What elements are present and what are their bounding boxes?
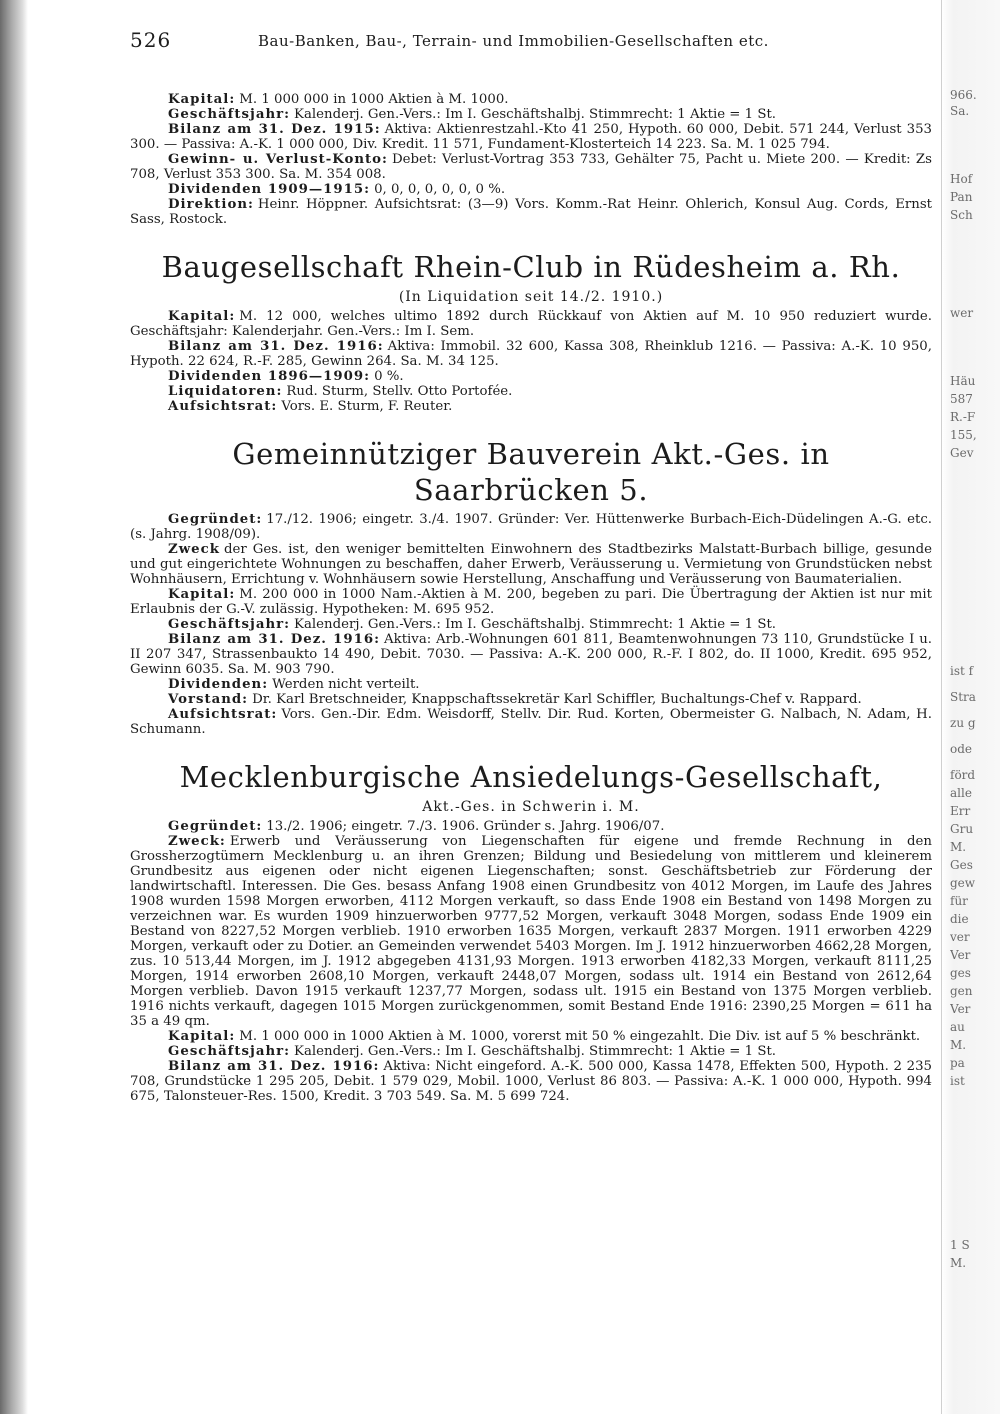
margin-fragment: gen — [950, 984, 973, 998]
field-text: Rud. Sturm, Stellv. Otto Portofée. — [286, 384, 513, 399]
entry-paragraph — [130, 512, 932, 542]
margin-fragment: M. — [950, 1038, 967, 1052]
page-number: 526 — [130, 28, 172, 52]
field-text: Aktiva: Immobil. 32 600, Kassa 308, Rheinklub 1216. — Passiva: A.-K. 10 950, Hypoth. 22 624, R.-F. 285, Gewinn 264. Sa. M. 34 125. — [130, 339, 932, 369]
entry-paragraph — [130, 677, 932, 692]
field-text: Aktiva: Nicht eingeford. A.-K. 500 000, Kassa 1478, Effekten 500, Hypoth. 2 235 708, Grundstücke 1 295 205, Debit. 1 579 029, Mobil. 1000, Verlust 86 803. — Passiva: A.-K. 1 000 000, Hypoth. 994 675, Talonsteuer-Res. 1500, Kredit. 3 703 549. Sa. M. 5 699 724. — [130, 1059, 932, 1104]
company-title: Baugesellschaft Rhein-Club in Rüdesheim a. Rh. — [161, 250, 901, 284]
company-entry — [130, 92, 932, 227]
field-text: M. 12 000, welches ultimo 1892 durch Rückkauf von Aktien auf M. 10 950 reduziert wurde. Geschäftsjahr: Kalenderjahr. Gen.-Vers.: Im I. Sem. — [130, 309, 932, 339]
entry-paragraph — [130, 1044, 932, 1059]
margin-fragment: zu g — [950, 716, 976, 730]
margin-fragment: wer — [950, 306, 974, 320]
field-label: Dividenden 1896—1909: — [168, 369, 371, 384]
field-text: 0, 0, 0, 0, 0, 0, 0 %. — [374, 182, 506, 197]
company-title: Gemeinnütziger Bauverein Akt.-Ges. in Saarbrücken 5. — [232, 437, 830, 507]
field-text: 0 %. — [374, 369, 404, 384]
margin-fragment: ist f — [950, 664, 974, 678]
field-text: Erwerb und Veräusserung von Liegenschaften für eigene und fremde Rechnung in den Grossherzogtümern Mecklenburg u. an ihren Grenzen; Bildung und Besiedelung von mittlerem und kleinerem Grundbesitz aus eigenen oder nicht eigenen Liegenschaften; sonst. Geschäftsbetrieb zur Förderung der landwirtschaftl. Interessen. Die Ges. besass Anfang 1908 einen Grundbesitz von 4012 Morgen, im Laufe des Jahres 1908 wurden 1598 Morgen erworben, 4112 Morgen verkauft, so dass Ende 1908 ein Bestand von 1498 Morgen zu verzeichnen war. Es wurden 1909 hinzuerworben 9777,52 Morgen, verkauft 3048 Morgen, sodass Ende 1909 ein Bestand von 8227,52 Morgen verblieb. 1910 erworben 1635 Morgen, verkauft 2837 Morgen. 1911 erworben 4229 Morgen, verkauft oder zu Dotier. an Gemeinden verwendet 5403 Morgen. Im J. 1912 hinzuerworben 4662,28 Morgen, zus. 10 513,44 Morgen, im J. 1912 abgegeben 4131,93 Morgen. 1913 erworben 4182,33 Morgen, verkauft 8111,25 Morgen, 1914 erworben 2608,10 Morgen, verkauft 2448,07 Morgen, sodass ult. 1914 ein Bestand von 2612,64 Morgen verblieb. Davon 1915 verkauft 1237,77 Morgen, sodass ult. 1915 ein Bestand von 1375 Morgen verblieb. 1916 nichts verkauft, dagegen 1015 Morgen zurückgenommen, somit Bestand Ende 1916: 2390,25 Morgen = 611 ha 35 a 49 qm. — [130, 834, 932, 1029]
margin-fragment: Sch — [950, 208, 973, 222]
document-page — [130, 28, 932, 1126]
margin-fragment: Gev — [950, 446, 974, 460]
field-text: Werden nicht verteilt. — [272, 677, 420, 692]
running-head: Bau-Banken, Bau-, Terrain- und Immobilien-Gesellschaften etc. — [258, 32, 769, 50]
margin-fragment: Ver — [950, 1002, 971, 1016]
field-text: M. 1 000 000 in 1000 Aktien à M. 1000. — [239, 92, 509, 107]
field-text: Aktiva: Arb.-Wohnungen 601 811, Beamtenwohnungen 73 110, Grundstücke I u. II 207 347, Strassenbaukto 14 490, Debit. 7030. — Passiva: A.-K. 200 000, R.-F. I 802, do. II 1000, Kredit. 695 952, Gewinn 6035. Sa. M. 903 790. — [130, 632, 932, 677]
entry-paragraph — [130, 819, 932, 834]
company-entry — [130, 249, 932, 414]
margin-fragment: für — [950, 894, 968, 908]
margin-fragment: Stra — [950, 690, 976, 704]
margin-fragment: ist — [950, 1074, 965, 1088]
margin-fragment: Hof — [950, 172, 973, 186]
field-label: Kapital: — [168, 587, 236, 602]
field-text: M. 1 000 000 in 1000 Aktien à M. 1000, vorerst mit 50 % eingezahlt. Die Div. ist auf 5 % beschränkt. — [239, 1029, 921, 1044]
entry-paragraph — [130, 707, 932, 737]
entry-paragraph — [130, 834, 932, 1029]
field-text: M. 200 000 in 1000 Nam.-Aktien à M. 200, begeben zu pari. Die Übertragung der Aktien ist nur mit Erlaubnis der G.-V. zulässig. Hypotheken: M. 695 952. — [130, 587, 932, 617]
margin-fragment: pa — [950, 1056, 965, 1070]
entry-paragraph — [130, 122, 932, 152]
company-subtitle: (In Liquidation seit 14./2. 1910.) — [398, 289, 664, 305]
field-label: Gewinn- u. Verlust-Konto: — [168, 152, 388, 167]
field-text: Vors. Gen.-Dir. Edm. Weisdorff, Stellv. Dir. Rud. Korten, Obermeister G. Nalbach, N. Adam, H. Schumann. — [130, 707, 932, 737]
field-label: Kapital: — [168, 1029, 236, 1044]
margin-fragment: Gru — [950, 822, 974, 836]
entry-paragraph — [130, 617, 932, 632]
company-entry — [130, 759, 932, 1104]
company-subtitle: Akt.-Ges. in Schwerin i. M. — [422, 799, 640, 815]
field-label: Zweck — [168, 542, 220, 557]
margin-fragment: die — [950, 912, 969, 926]
field-label: Gegründet: — [168, 819, 263, 834]
field-label: Gegründet: — [168, 512, 263, 527]
margin-fragment: M. — [950, 840, 967, 854]
entry-paragraph — [130, 542, 932, 587]
margin-fragment: ges — [950, 966, 971, 980]
book-binding-shadow — [0, 0, 28, 1414]
page-header — [130, 28, 932, 62]
field-label: Vorstand: — [168, 692, 249, 707]
entry-paragraph — [130, 369, 932, 384]
field-label: Direktion: — [168, 197, 254, 212]
entry-paragraph — [130, 107, 932, 122]
field-label: Zweck: — [168, 834, 226, 849]
entry-paragraph — [130, 632, 932, 677]
entry-paragraph — [130, 587, 932, 617]
field-label: Liquidatoren: — [168, 384, 283, 399]
field-text: Heinr. Höppner. Aufsichtsrat: (3—9) Vors. Komm.-Rat Heinr. Ohlerich, Konsul Aug. Cords, Ernst Sass, Rostock. — [130, 197, 932, 227]
entry-paragraph — [130, 339, 932, 369]
margin-fragment: R.-F — [950, 410, 976, 424]
margin-fragment: alle — [950, 786, 972, 800]
field-label: Kapital: — [168, 309, 236, 324]
company-title: Mecklenburgische Ansiedelungs-Gesellschaft, — [179, 760, 883, 794]
margin-fragment: Ges — [950, 858, 973, 872]
field-text: Aktiva: Aktienrestzahl.-Kto 41 250, Hypoth. 60 000, Debit. 571 244, Verlust 353 300. — Passiva: A.-K. 1 000 000, Div. Kredit. 11 571, Fundament-Klosterteich 14 223. Sa. M. 1 025 794. — [130, 122, 932, 152]
margin-fragment: M. — [950, 1256, 967, 1270]
field-label: Geschäftsjahr: — [168, 107, 291, 122]
field-label: Aufsichtsrat: — [168, 707, 278, 722]
field-label: Bilanz am 31. Dez. 1916: — [168, 1059, 380, 1074]
margin-fragment: 587 — [950, 392, 973, 406]
field-text: Debet: Verlust-Vortrag 353 733, Gehälter 75, Pacht u. Miete 200. — Kredit: Zs 708, Verlust 353 300. Sa. M. 354 008. — [130, 152, 932, 182]
entry-paragraph — [130, 384, 932, 399]
margin-fragment: Häu — [950, 374, 976, 388]
margin-fragment: gew — [950, 876, 976, 890]
field-text: Kalenderj. Gen.-Vers.: Im I. Geschäftshalbj. Stimmrecht: 1 Aktie = 1 St. — [294, 617, 777, 632]
entry-paragraph — [130, 692, 932, 707]
entry-paragraph — [130, 92, 932, 107]
entry-paragraph — [130, 1059, 932, 1104]
margin-fragment: 966. — [950, 88, 977, 102]
field-label: Geschäftsjahr: — [168, 617, 291, 632]
margin-fragment: Ver — [950, 948, 971, 962]
entry-paragraph — [130, 182, 932, 197]
field-text: 13./2. 1906; eingetr. 7./3. 1906. Gründer s. Jahrg. 1906/07. — [266, 819, 665, 834]
field-text: Kalenderj. Gen.-Vers.: Im I. Geschäftshalbj. Stimmrecht: 1 Aktie = 1 St. — [294, 1044, 777, 1059]
adjacent-page-edge — [941, 0, 1000, 1414]
entry-paragraph — [130, 399, 932, 414]
margin-fragment: förd — [950, 768, 976, 782]
field-label: Aufsichtsrat: — [168, 399, 278, 414]
entry-paragraph — [130, 152, 932, 182]
field-label: Bilanz am 31. Dez. 1916: — [168, 632, 381, 647]
company-entry — [130, 436, 932, 737]
field-label: Dividenden 1909—1915: — [168, 182, 371, 197]
margin-fragment: Pan — [950, 190, 973, 204]
field-text: Vors. E. Sturm, F. Reuter. — [281, 399, 453, 414]
margin-fragment: Sa. — [950, 104, 970, 118]
field-text: 17./12. 1906; eingetr. 3./4. 1907. Gründer: Ver. Hüttenwerke Burbach-Eich-Düdelingen A.-G. etc. (s. Jahrg. 1908/09). — [130, 512, 932, 542]
field-label: Dividenden: — [168, 677, 269, 692]
margin-fragment: ver — [950, 930, 970, 944]
margin-fragment: ode — [950, 742, 973, 756]
field-text: der Ges. ist, den weniger bemittelten Einwohnern des Stadtbezirks Malstatt-Burbach billige, gesunde und gut eingerichtete Wohnungen zu beschaffen, daher Erwerb, Veräusserung u. Vermietung von Grundstücken nebst Wohnhäusern, Errichtung v. Wohnhäusern sowie Herstellung, Anschaffung und Veräusserung von Baumaterialien. — [130, 542, 932, 587]
margin-fragment: au — [950, 1020, 965, 1034]
field-label: Bilanz am 31. Dez. 1915: — [168, 122, 381, 137]
entry-paragraph — [130, 1029, 932, 1044]
field-label: Kapital: — [168, 92, 236, 107]
field-text: Kalenderj. Gen.-Vers.: Im I. Geschäftshalbj. Stimmrecht: 1 Aktie = 1 St. — [294, 107, 777, 122]
field-label: Geschäftsjahr: — [168, 1044, 291, 1059]
entry-paragraph — [130, 309, 932, 339]
margin-fragment: 155, — [950, 428, 977, 442]
field-text: Dr. Karl Bretschneider, Knappschaftssekretär Karl Schiffler, Buchaltungs-Chef v. Rappard. — [252, 692, 862, 707]
field-label: Bilanz am 31. Dez. 1916: — [168, 339, 384, 354]
sections-container — [130, 92, 932, 1104]
margin-fragment: Err — [950, 804, 971, 818]
entry-paragraph — [130, 197, 932, 227]
margin-fragment: 1 S — [950, 1238, 970, 1252]
